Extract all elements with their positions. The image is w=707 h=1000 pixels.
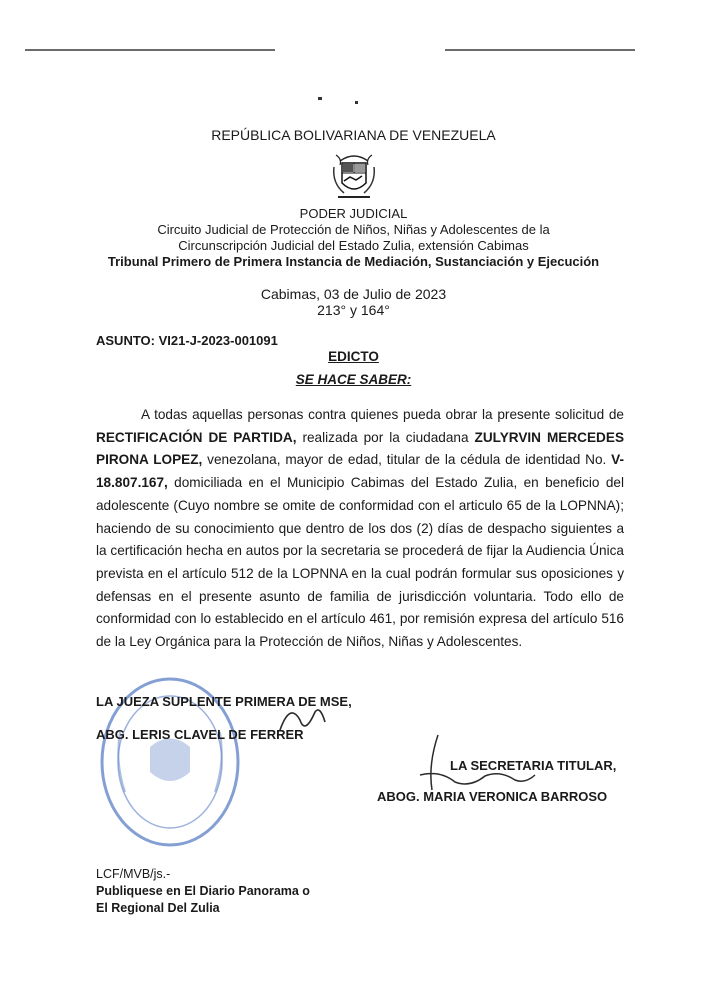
publish-instruction-line-2: El Regional Del Zulia <box>96 901 220 915</box>
edict-subtitle: SE HACE SABER: <box>295 372 412 387</box>
circuit-line-1: Circuito Judicial de Protección de Niños, Niñas y Adolescentes de la <box>157 222 550 237</box>
scan-edge-line-right <box>445 49 635 51</box>
secretary-title: LA SECRETARIA TITULAR, <box>450 758 617 773</box>
years-line: 213° y 164° <box>317 302 390 318</box>
case-subject: ASUNTO: VI21-J-2023-001091 <box>96 333 278 348</box>
secretary-name: ABOG. MARIA VERONICA BARROSO <box>377 789 608 804</box>
judge-title: LA JUEZA SUPLENTE PRIMERA DE MSE, <box>96 694 352 709</box>
tribunal-heading: Tribunal Primero de Primera Instancia de Mediación, Sustanciación y Ejecución <box>107 254 600 269</box>
republic-heading: REPÚBLICA BOLIVARIANA DE VENEZUELA <box>211 127 496 143</box>
place-date: Cabimas, 03 de Julio de 2023 <box>260 286 447 302</box>
document-initials: LCF/MVB/js.- <box>96 867 171 881</box>
edict-body: A todas aquellas personas contra quienes pueda obrar la presente solicitud de RECTIFICACIÓN DE PARTIDA, realizada por la ciudadana ZULYRVIN MERCEDES PIRONA LOPEZ, venezolana, mayor de edad, titular de la cédula de identidad No. V-18.807.167, domiciliada en el Municipio Cabimas del Estado Zulia, en beneficio del adolescente (Cuyo nombre se omite de conformidad con el articulo 65 de la LOPNNA); haciendo de su conocimiento que dentro de los dos (2) días de despacho siguientes a la certificación hecha en autos por la secretaria se procederá de fijar la Audiencia Única prevista en el artículo 512 de la LOPNNA en la cual podrán formular sus oposiciones y defensas en el presente asunto de familia de jurisdicción voluntaria. Todo ello de conformidad con lo establecido en el artículo 461, por remisión expresa del artículo 516 de la Ley Orgánica para la Protección de Niños, Niñas y Adolescentes. <box>96 407 625 650</box>
coat-of-arms-icon <box>330 147 378 203</box>
request-type: RECTIFICACIÓN DE PARTIDA, <box>96 429 297 445</box>
id-number: V-18.807.167, <box>96 452 624 491</box>
edict-title: EDICTO <box>328 349 379 364</box>
scan-edge-line-left <box>25 49 275 51</box>
branch-heading: PODER JUDICIAL <box>299 206 408 221</box>
judge-name: ABG. LERIS CLAVEL DE FERRER <box>96 727 304 742</box>
circuit-line-2: Circunscripción Judicial del Estado Zulia, extensión Cabimas <box>178 238 529 253</box>
scan-speck <box>318 97 322 100</box>
applicant-name: ZULYRVIN MERCEDES PIRONA LOPEZ, <box>96 429 625 468</box>
publish-instruction-line-1: Publiquese en El Diario Panorama o <box>96 884 310 898</box>
scan-speck <box>355 101 358 104</box>
